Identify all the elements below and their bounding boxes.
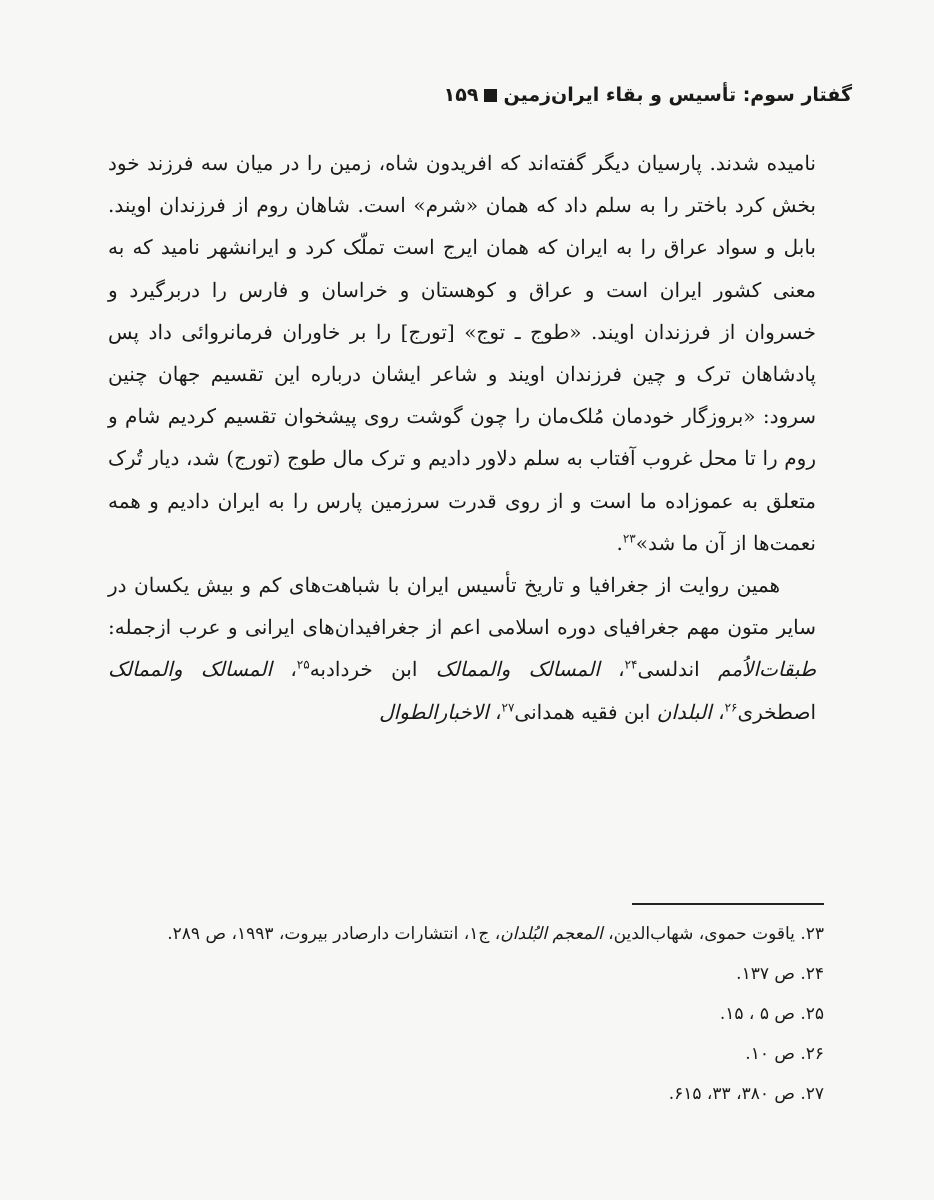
footnotes [108, 914, 824, 1114]
footnote-ref-24: ۲۴ [624, 657, 638, 672]
book-title: المسالک والممالک [435, 657, 600, 682]
footnote-23-text: ۲۳. یاقوت حموی، شهاب‌الدین، [602, 924, 824, 944]
footnote-27: ۲۷. ص ۳۸۰، ۳۳، ۶۱۵. [668, 1084, 824, 1104]
author-name: ابن خردادبه [309, 657, 436, 682]
footnote-23 [108, 914, 824, 954]
paragraph-2-text: همین روایت از جغرافیا و تاریخ تأسیس ایران با شباهت‌های کم و بیش یکسان در سایر متون مهم جغرافیای دوره اسلامی اعم از جغرافیدان‌های ایرانی و عرب ازجمله: [108, 573, 816, 640]
author-name: ابن فقیه همدانی [514, 699, 657, 724]
book-title: طبقات‌الاُمم [718, 657, 816, 682]
author-name: اندلسی [637, 657, 719, 682]
footnote-24: ۲۴. ص ۱۳۷. [736, 964, 824, 984]
book-title: الاخبار‌الطوال [379, 699, 489, 724]
author-name: اصطخری [737, 699, 816, 724]
footnote-23-book-title: المعجم البُلدان [500, 924, 603, 944]
book-title: المسالک والممالک [108, 657, 272, 682]
header-square-icon [484, 89, 497, 102]
separator: ، [599, 657, 625, 682]
paragraph-1: نامیده شدند. پارسیان دیگر گفته‌اند که افریدون شاه، زمین را در میان سه فرزند خود بخش کرد باختر را به سلم داد که همان «شرم» است. شاهان روم از فرزندان اویند. بابل و سواد عراق را به ایران که همان ایرج است تملّک کرد و ایرانشهر نامید که به معنی کشور ایران است و عراق و کوهستان و خراسان و فارس را دربرگیرد و خسروان از فرزندان اویند. «طوج ـ توج» [تورج] را بر خاوران فرمانروائی داد پس پادشاهان ترک و چین فرزندان اویند و شاعر ایشان درباره این تقسیم جهان چنین سرود: «بروزگار خودمان مُلک‌مان را چون گوشت روی پیشخوان تقسیم کردیم شام و روم را تا محل غروب آفتاب به سلم دلاور دادیم و ترک مال طوج (تورج) شد، دیار تُرک متعلق به عموزاده ما است و از روی قدرت سرزمین پارس را به ایران دادیم و همه نعمت‌ها از آن ما شد»$^{۲۳}$. [108, 151, 816, 555]
footnote-25: ۲۵. ص ۵ ، ۱۵. [719, 1004, 824, 1024]
footnote-26: ۲۶. ص ۱۰. [745, 1044, 824, 1064]
page-number: ۱۵۹ [443, 84, 479, 106]
separator: ، [488, 699, 502, 724]
book-title: البلدان [656, 699, 712, 724]
footnote-23-rest: ، ج۱، انتشارات دارصادر بیروت، ۱۹۹۳، ص ۲۸۹. [167, 924, 501, 944]
footnote-ref-23: ۲۳ [622, 531, 636, 546]
footnote-ref-25: ۲۵ [296, 657, 310, 672]
paragraph-1-text: نامیده شدند. پارسیان دیگر گفته‌اند که افریدون شاه، زمین را در میان سه فرزند خود بخش کرد باختر را به سلم داد که همان «شرم» است. شاهان روم از فرزندان اویند. بابل و سواد عراق را به ایران که همان ایرج است تملّک کرد و ایرانشهر نامید که به معنی کشور ایران است و عراق و کوهستان و خراسان و فارس را دربرگیرد و خسروان از فرزندان اویند. «طوج ـ توج» [تورج] را بر خاوران فرمانروائی داد پس پادشاهان ترک و چین فرزندان اویند و شاعر ایشان درباره این تقسیم جهان چنین سرود: «بروزگار خودمان مُلک‌مان را چون گوشت روی پیشخوان تقسیم کردیم شام و روم را تا محل غروب آفتاب به سلم دلاور دادیم و ترک مال طوج (تورج) شد، دیار تُرک متعلق به عموزاده ما است و از روی قدرت سرزمین پارس را به ایران دادیم و همه نعمت‌ها از آن ما شد» [108, 151, 816, 555]
separator: ، [272, 657, 297, 682]
header-title: گفتار سوم: تأسیس و بقاء ایران‌زمین [503, 84, 852, 106]
body-text [108, 142, 816, 733]
footnote-divider [632, 903, 824, 905]
footnote-ref-26: ۲۶ [724, 699, 738, 714]
running-header [52, 80, 852, 110]
paragraph-2 [108, 564, 816, 733]
separator: ، [711, 699, 725, 724]
footnote-ref-27: ۲۷ [501, 699, 515, 714]
